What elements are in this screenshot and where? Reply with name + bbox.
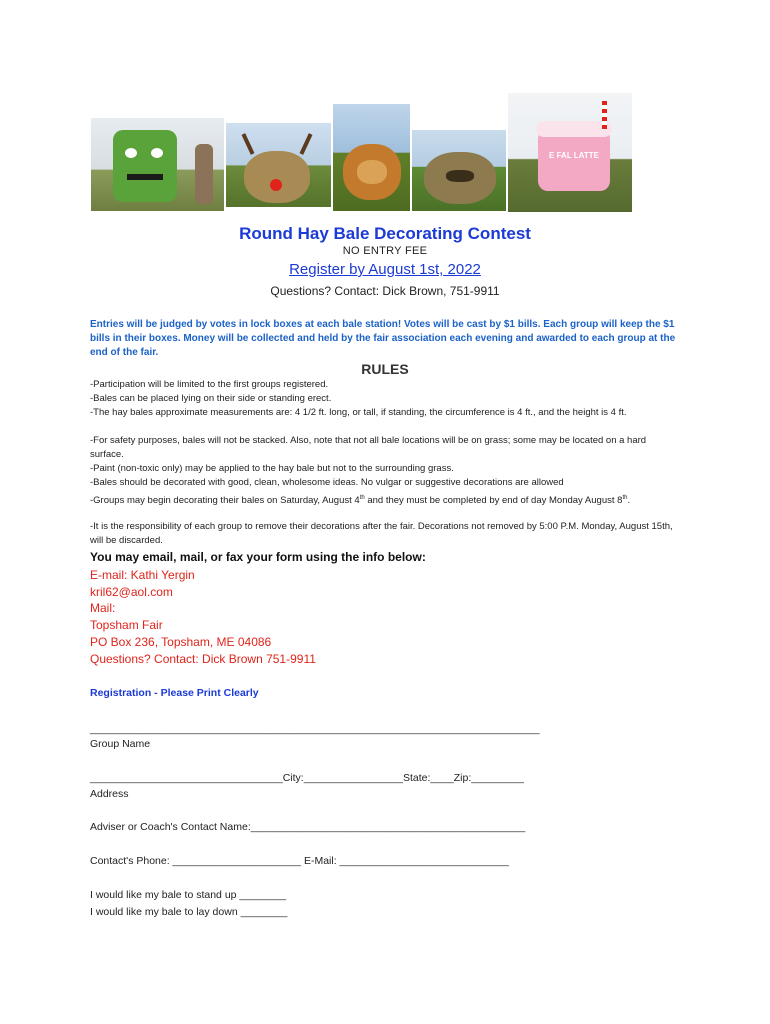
antler	[242, 133, 255, 155]
person	[195, 144, 213, 204]
contact-email-address[interactable]: kril62@aol.com	[90, 585, 173, 599]
contact-mail-label: Mail:	[90, 601, 116, 615]
contact-mail-name: Topsham Fair	[90, 618, 163, 632]
contact-email-label: E-mail: Kathi Yergin	[90, 568, 195, 582]
registration-heading: Registration - Please Print Clearly	[90, 687, 259, 699]
phone-email-field[interactable]: Contact's Phone: ______________________ E-Mail: _____________________________	[90, 855, 509, 867]
page-title: Round Hay Bale Decorating Contest	[239, 224, 531, 243]
frankenstein-bale-photo	[91, 118, 224, 211]
no-entry-fee: NO ENTRY FEE	[342, 245, 428, 257]
adviser-name-field[interactable]: Adviser or Coach's Contact Name:_______________________________________________	[90, 821, 526, 833]
cake-sign: E FAL LATTE	[549, 151, 599, 160]
lay-down-field[interactable]: I would like my bale to lay down ________	[90, 906, 288, 918]
red-nose	[270, 179, 282, 191]
straw	[602, 101, 607, 129]
hay-bale	[113, 130, 177, 202]
rule-item: -Participation will be limited to the first groups registered.	[90, 379, 329, 390]
rule-item: -The hay bales approximate measurements are: 4 1/2 ft. long, or tall, if standing, the circumference is 4 ft., and the height is 4 ft.	[90, 407, 627, 418]
rule-item: -It is the responsibility of each group to remove their decorations after the fair. Decorations not removed by 5:00 P.M. Monday, August 15th, will be discarded.	[90, 521, 673, 546]
bale-face	[151, 148, 163, 158]
reindeer-bale-photo	[226, 123, 331, 207]
rule-text: .	[627, 495, 631, 507]
rule-item	[90, 491, 680, 508]
rule-sup: th	[622, 495, 628, 501]
address-label: Address	[90, 788, 129, 800]
bale-face	[125, 148, 137, 158]
rule-item: -Paint (non-toxic only) may be applied to the hay bale but not to the surrounding grass.	[90, 463, 454, 474]
group-name-label: Group Name	[90, 738, 151, 750]
contact-questions: Questions? Contact: Dick Brown 751-9911	[90, 652, 316, 666]
stand-up-field[interactable]: I would like my bale to stand up ________	[90, 889, 287, 901]
lion-bale-photo	[333, 104, 410, 211]
contact-mail-address: PO Box 236, Topsham, ME 04086	[90, 635, 272, 649]
register-deadline-link[interactable]: Register by August 1st, 2022	[289, 261, 481, 278]
address-field[interactable]: _________________________________City:_________________State:____Zip:_________	[90, 772, 524, 784]
rules-heading: RULES	[361, 361, 409, 377]
cake-frosting	[536, 121, 612, 137]
antler	[300, 133, 313, 155]
bale-mouth	[127, 174, 163, 180]
bale-face	[446, 170, 474, 182]
rule-sup: th	[359, 495, 365, 501]
rule-item: -Bales should be decorated with good, clean, wholesome ideas. No vulgar or suggestive decorations are allowed	[90, 477, 564, 488]
group-name-field[interactable]: _____________________________________________________________________________	[90, 723, 540, 735]
hay-bale	[244, 151, 310, 203]
bale-face	[357, 160, 387, 184]
rule-item: -For safety purposes, bales will not be stacked. Also, note that not all bale locations will be on grass; some may be located on a hard surface.	[90, 435, 647, 460]
questions-contact: Questions? Contact: Dick Brown, 751-9911	[270, 284, 500, 298]
cake-bale-photo	[508, 93, 632, 212]
rule-text: and they must be completed by end of day Monday August 8	[364, 495, 623, 507]
send-heading: You may email, mail, or fax your form using the info below:	[90, 550, 426, 564]
rule-text: -Groups may begin decorating their bales on Saturday, August 4	[90, 495, 360, 507]
entries-info: Entries will be judged by votes in lock boxes at each bale station! Votes will be cast by $1 bills. Each group will keep the $1 bills in their boxes. Money will be collected and held by the fair association each evening and awarded to each group at the end of the fair.	[90, 319, 676, 358]
rule-item: -Bales can be placed lying on their side or standing erect.	[90, 393, 332, 404]
face-bale-photo	[412, 130, 506, 211]
